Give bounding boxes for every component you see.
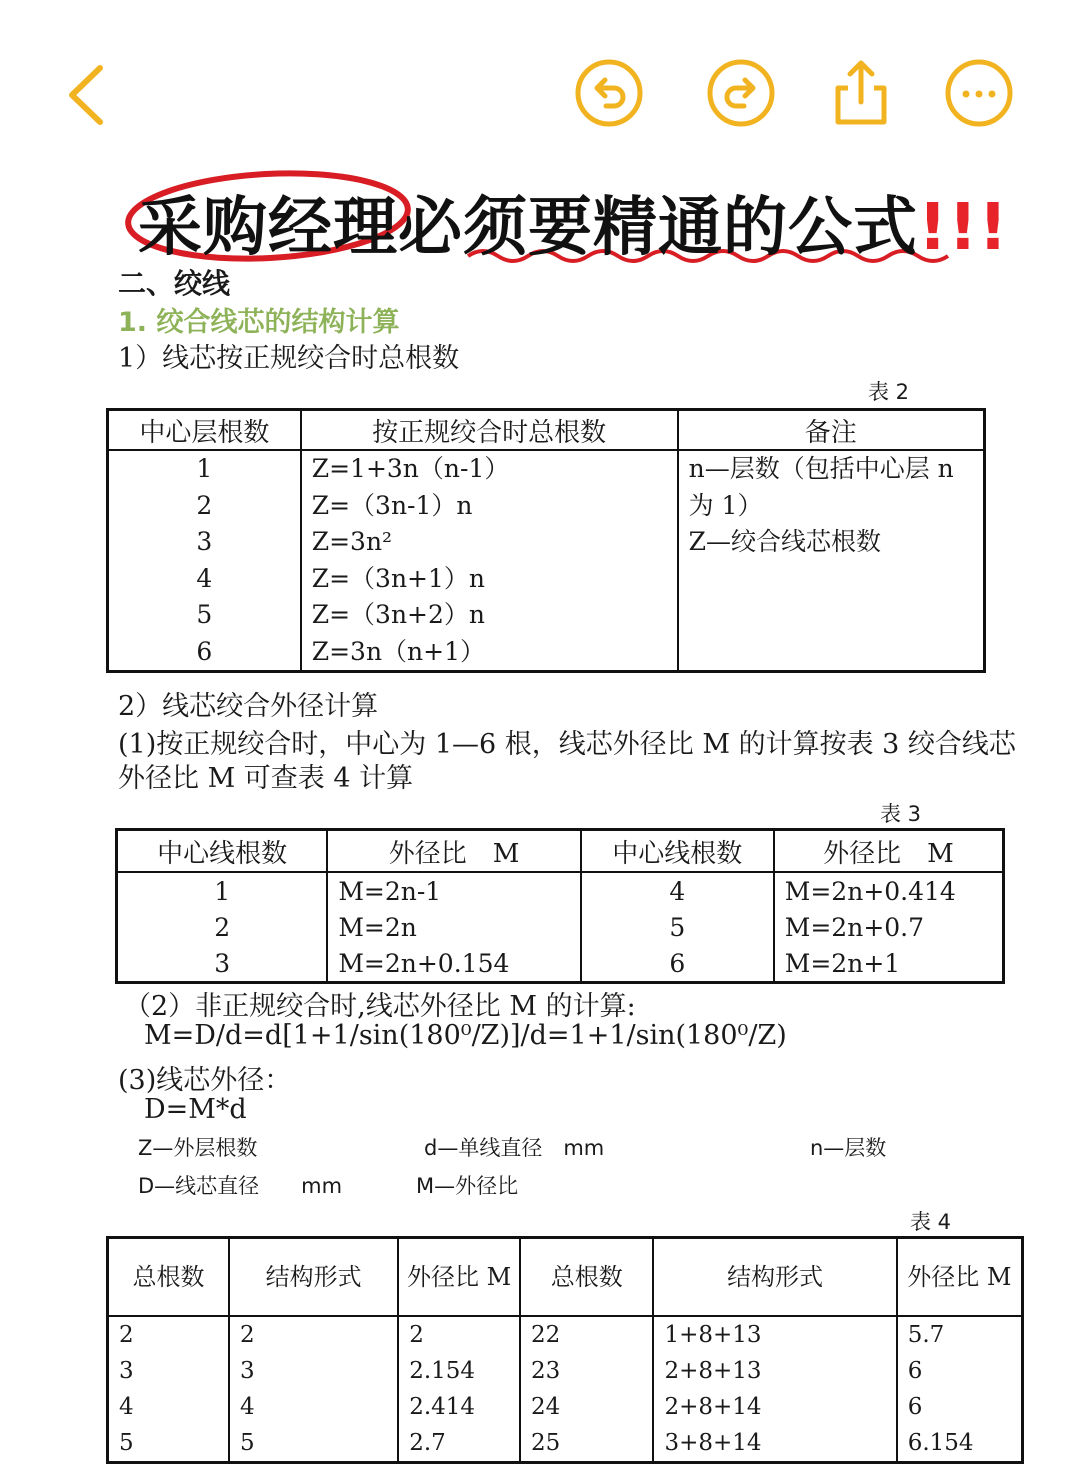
table3-header-row [117, 830, 1004, 873]
table2-formula-column [301, 450, 678, 672]
table-4 [106, 1236, 1024, 1464]
item-2-text: 2）线芯绞合外径计算 [118, 691, 379, 722]
table-cell: 4 [229, 1389, 398, 1425]
title-banner [0, 168, 1080, 268]
table-cell: 6 [897, 1353, 1023, 1389]
table-cell: M=2n+0.154 [327, 945, 581, 983]
share-icon[interactable] [826, 58, 896, 128]
item-1-text: 1）线芯按正规绞合时总根数 [118, 343, 460, 374]
table4-header: 结构形式 [653, 1238, 896, 1317]
table-row [117, 945, 1004, 983]
table2-header: 中心层根数 [108, 410, 301, 451]
table3-header: 外径比 M [774, 830, 1004, 873]
table-2 [106, 408, 986, 673]
table-cell: 6 [897, 1389, 1023, 1425]
table-cell: 1+8+13 [653, 1316, 896, 1353]
definition-text: n—层数 [810, 1136, 887, 1160]
definition-text: D—线芯直径 mm [138, 1174, 343, 1198]
table-cell: 4 [196, 563, 213, 593]
table-cell: 5 [581, 909, 774, 945]
table-cell: Z=（3n+1）n [311, 563, 486, 593]
table-cell: 3+8+14 [653, 1425, 896, 1463]
table-cell: 6.154 [897, 1425, 1023, 1463]
table-cell: 2 [117, 909, 328, 945]
table-cell: 4 [581, 872, 774, 909]
table-cell: 24 [520, 1389, 654, 1425]
table-cell: 5 [196, 600, 213, 629]
formula-text: D=M*d [144, 1094, 247, 1125]
table-cell: 4 [108, 1389, 229, 1425]
table-row [108, 1316, 1023, 1353]
table3-caption: 表 3 [880, 802, 922, 826]
table-cell: 2.414 [398, 1389, 520, 1425]
table-row [117, 909, 1004, 945]
para-line: (3)线芯外径： [118, 1065, 292, 1096]
table-cell: 5 [108, 1425, 229, 1463]
table-3 [115, 828, 1005, 984]
table-cell: 2+8+13 [653, 1353, 896, 1389]
table2-header-row [108, 410, 985, 451]
para-line: (1)按正规绞合时，中心为 1—6 根，线芯外径比 M 的计算按表 3 绞合线芯 [118, 729, 1016, 760]
table4-header: 总根数 [108, 1238, 229, 1317]
definition-text: Z—外层根数 [138, 1136, 258, 1160]
table3-header: 中心线根数 [117, 830, 328, 873]
table4-header: 外径比 M [897, 1238, 1023, 1317]
redo-icon[interactable] [706, 58, 776, 128]
sub-heading: 1. 绞合线芯的结构计算 [118, 307, 400, 338]
title-text: 采购经理必须要精通的公式 [138, 191, 918, 265]
table2-header: 按正规绞合时总根数 [301, 410, 678, 451]
chevron-left-icon[interactable] [60, 60, 120, 130]
table2-center-count-column [108, 450, 301, 672]
table-row [108, 1425, 1023, 1463]
undo-icon[interactable] [574, 58, 644, 128]
table-cell: 2 [108, 1316, 229, 1353]
table-row [117, 872, 1004, 909]
table-cell: 23 [520, 1353, 654, 1389]
table-cell: M=2n+0.7 [774, 909, 1004, 945]
table-cell: 2+8+14 [653, 1389, 896, 1425]
table-note: Z—绞合线芯根数 [688, 527, 881, 556]
table-cell: 5.7 [897, 1316, 1023, 1353]
table-cell: 22 [520, 1316, 654, 1353]
more-icon[interactable] [944, 58, 1014, 128]
table2-caption: 表 2 [868, 380, 910, 404]
table-row [108, 1353, 1023, 1389]
definition-text: M—外径比 [416, 1174, 519, 1198]
page-title [138, 176, 1009, 268]
table-row [108, 1389, 1023, 1425]
table-cell: Z=（3n+2）n [311, 600, 486, 629]
table2-notes-column [678, 450, 985, 672]
table-cell: 5 [229, 1425, 398, 1463]
table-cell: 1 [117, 872, 328, 909]
definition-text: d—单线直径 mm [424, 1136, 605, 1160]
table2-header: 备注 [678, 410, 985, 451]
table2-body-row [108, 450, 985, 672]
table-cell: Z=（3n-1）n [311, 490, 473, 520]
table4-header-row [108, 1238, 1023, 1317]
table-cell: 2 [229, 1316, 398, 1353]
para-line: 外径比 M 可查表 4 计算 [118, 763, 414, 794]
top-toolbar [0, 0, 1080, 150]
table-cell: 2 [398, 1316, 520, 1353]
title-exclaim: !!! [918, 191, 1009, 265]
table-cell: 6 [581, 945, 774, 983]
para-line: （2）非正规绞合时,线芯外径比 M 的计算: [124, 991, 636, 1022]
table3-header: 中心线根数 [581, 830, 774, 873]
table-cell: 2.154 [398, 1353, 520, 1389]
table-cell: 3 [117, 945, 328, 983]
table-cell: 3 [196, 527, 213, 556]
table-cell: 3 [229, 1353, 398, 1389]
table-cell: M=2n [327, 909, 581, 945]
table-cell: Z=3n（n+1） [311, 636, 486, 666]
table-cell: Z=1+3n（n-1） [311, 454, 510, 483]
table-cell: 6 [196, 636, 213, 666]
table-cell: 2.7 [398, 1425, 520, 1463]
table3-header: 外径比 M [327, 830, 581, 873]
table4-caption: 表 4 [910, 1210, 952, 1234]
table4-header: 结构形式 [229, 1238, 398, 1317]
table-cell: Z=3n² [311, 527, 393, 556]
table-note: n—层数（包括中心层 n 为 1） [688, 454, 954, 520]
table4-header: 总根数 [520, 1238, 654, 1317]
table4-header: 外径比 M [398, 1238, 520, 1317]
table-cell: 1 [196, 454, 213, 483]
table-cell: M=2n+1 [774, 945, 1004, 983]
table-cell: 3 [108, 1353, 229, 1389]
section-heading: 二、绞线 [118, 267, 231, 300]
table-cell: M=2n+0.414 [774, 872, 1004, 909]
table-cell: M=2n-1 [327, 872, 581, 909]
table-cell: 2 [196, 490, 213, 520]
table-cell: 25 [520, 1425, 654, 1463]
formula-text: M=D/d=d[1+1/sin(180⁰/Z)]/d=1+1/sin(180⁰/Z) [144, 1020, 787, 1051]
